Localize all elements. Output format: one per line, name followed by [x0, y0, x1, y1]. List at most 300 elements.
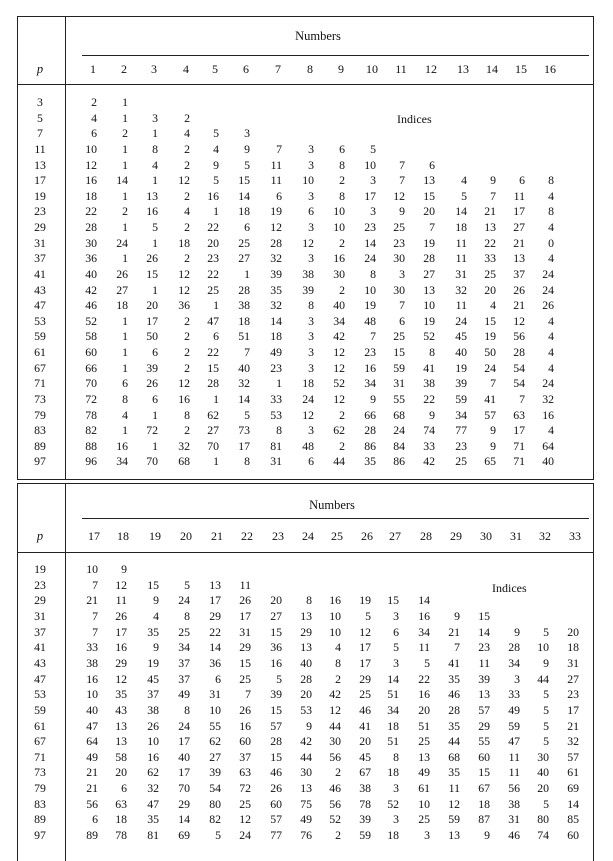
- index-value: 16: [329, 593, 341, 608]
- index-value: 38: [147, 702, 159, 717]
- index-value: 28: [85, 220, 97, 235]
- index-value: 38: [359, 781, 371, 796]
- index-value: 17: [146, 313, 158, 328]
- index-value: 32: [455, 282, 467, 297]
- index-value: 12: [329, 702, 341, 717]
- index-value: 55: [209, 718, 221, 733]
- index-value: 20: [537, 781, 549, 796]
- index-value: 18: [478, 796, 490, 811]
- index-value: 2: [184, 157, 190, 172]
- index-value: 8: [339, 157, 345, 172]
- index-value: 26: [513, 282, 525, 297]
- index-value: 13: [478, 687, 490, 702]
- index-value: 22: [423, 391, 435, 406]
- index-value: 44: [448, 734, 460, 749]
- index-value: 31: [567, 655, 579, 670]
- index-value: 3: [152, 110, 158, 125]
- index-value: 3: [370, 204, 376, 219]
- index-value: 34: [387, 702, 399, 717]
- index-value: 18: [387, 828, 399, 843]
- index-value: 26: [116, 266, 128, 281]
- index-value: 30: [393, 251, 405, 266]
- index-value: 29: [478, 718, 490, 733]
- index-value: 2: [184, 141, 190, 156]
- index-value: 4: [153, 608, 159, 623]
- index-value: 3: [370, 173, 376, 188]
- index-value: 29: [300, 624, 312, 639]
- index-value: 56: [329, 749, 341, 764]
- index-value: 5: [276, 671, 282, 686]
- index-value: 54: [513, 360, 525, 375]
- index-value: 19: [484, 329, 496, 344]
- index-value: 13: [484, 220, 496, 235]
- index-value: 20: [207, 235, 219, 250]
- index-value: 63: [239, 765, 251, 780]
- number-header: 7: [275, 62, 281, 76]
- index-value: 33: [484, 251, 496, 266]
- index-value: 26: [115, 608, 127, 623]
- index-value: 12: [115, 577, 127, 592]
- index-value: 29: [209, 608, 221, 623]
- index-value: 22: [85, 204, 97, 219]
- index-value: 57: [478, 702, 490, 717]
- index-value: 16: [86, 671, 98, 686]
- index-value: 14: [418, 593, 430, 608]
- index-value: 11: [115, 593, 127, 608]
- index-value: 5: [244, 407, 250, 422]
- index-value: 2: [122, 204, 128, 219]
- index-value: 40: [178, 749, 190, 764]
- prime-p: 19: [34, 188, 46, 203]
- index-value: 64: [542, 438, 554, 453]
- index-value: 10: [537, 640, 549, 655]
- index-value: 20: [567, 624, 579, 639]
- index-value: 4: [548, 423, 554, 438]
- index-value: 17: [567, 702, 579, 717]
- index-value: 44: [537, 671, 549, 686]
- index-value: 16: [178, 391, 190, 406]
- index-value: 28: [423, 251, 435, 266]
- index-value: 8: [308, 298, 314, 313]
- index-value: 59: [359, 828, 371, 843]
- index-value: 24: [239, 828, 251, 843]
- index-value: 1: [276, 376, 282, 391]
- index-value: 33: [270, 391, 282, 406]
- index-value: 49: [508, 702, 520, 717]
- index-value: 40: [537, 765, 549, 780]
- index-value: 13: [418, 749, 430, 764]
- index-value: 14: [387, 671, 399, 686]
- index-value: 25: [359, 687, 371, 702]
- index-value: 2: [184, 251, 190, 266]
- index-value: 1: [122, 188, 128, 203]
- prime-p: 31: [34, 235, 46, 250]
- index-value: 32: [270, 298, 282, 313]
- index-value: 15: [238, 173, 250, 188]
- index-value: 15: [393, 345, 405, 360]
- index-value: 19: [423, 313, 435, 328]
- index-value: 6: [213, 329, 219, 344]
- index-value: 3: [308, 141, 314, 156]
- index-value: 57: [484, 407, 496, 422]
- index-table-1: [17, 16, 594, 480]
- index-value: 31: [239, 624, 251, 639]
- index-value: 7: [399, 298, 405, 313]
- index-value: 22: [418, 671, 430, 686]
- index-value: 8: [184, 407, 190, 422]
- index-value: 6: [339, 141, 345, 156]
- index-value: 17: [364, 188, 376, 203]
- index-value: 67: [359, 765, 371, 780]
- index-value: 5: [543, 687, 549, 702]
- index-value: 5: [184, 577, 190, 592]
- index-value: 15: [146, 266, 158, 281]
- index-value: 14: [455, 204, 467, 219]
- index-value: 35: [270, 282, 282, 297]
- index-value: 68: [178, 454, 190, 469]
- number-header: 9: [338, 62, 344, 76]
- index-value: 18: [238, 204, 250, 219]
- index-value: 69: [178, 828, 190, 843]
- index-value: 49: [178, 687, 190, 702]
- index-value: 1: [122, 141, 128, 156]
- index-value: 2: [184, 360, 190, 375]
- index-value: 19: [147, 655, 159, 670]
- index-value: 32: [567, 734, 579, 749]
- index-value: 1: [152, 438, 158, 453]
- index-value: 26: [147, 718, 159, 733]
- index-value: 30: [333, 266, 345, 281]
- prime-p: 79: [34, 781, 46, 796]
- index-value: 59: [448, 812, 460, 827]
- number-header: 19: [149, 529, 161, 543]
- index-value: 22: [209, 624, 221, 639]
- index-value: 8: [276, 423, 282, 438]
- index-value: 77: [455, 423, 467, 438]
- index-value: 33: [86, 640, 98, 655]
- index-value: 40: [455, 345, 467, 360]
- index-value: 29: [239, 640, 251, 655]
- column-divider: [65, 17, 66, 479]
- index-value: 47: [207, 313, 219, 328]
- index-value: 34: [333, 313, 345, 328]
- index-value: 8: [244, 454, 250, 469]
- numbers-rule: [82, 55, 589, 56]
- index-value: 22: [207, 220, 219, 235]
- index-value: 5: [213, 173, 219, 188]
- index-value: 34: [418, 624, 430, 639]
- index-value: 34: [178, 640, 190, 655]
- index-value: 78: [85, 407, 97, 422]
- numbers-rule: [82, 518, 589, 519]
- index-value: 5: [543, 734, 549, 749]
- index-value: 26: [239, 702, 251, 717]
- index-value: 9: [429, 407, 435, 422]
- index-value: 17: [115, 624, 127, 639]
- index-value: 62: [333, 423, 345, 438]
- index-value: 5: [543, 624, 549, 639]
- index-value: 10: [333, 204, 345, 219]
- header-rule: [18, 84, 593, 85]
- index-value: 37: [147, 687, 159, 702]
- index-value: 10: [86, 687, 98, 702]
- index-value: 18: [116, 298, 128, 313]
- index-value: 82: [209, 812, 221, 827]
- index-value: 13: [146, 188, 158, 203]
- index-value: 8: [184, 702, 190, 717]
- index-value: 1: [122, 251, 128, 266]
- index-value: 20: [418, 702, 430, 717]
- index-value: 15: [423, 188, 435, 203]
- index-value: 10: [364, 157, 376, 172]
- prime-p: 83: [34, 796, 46, 811]
- index-value: 31: [270, 454, 282, 469]
- index-value: 18: [178, 235, 190, 250]
- index-value: 21: [513, 298, 525, 313]
- index-value: 34: [455, 407, 467, 422]
- index-value: 9: [514, 624, 520, 639]
- index-value: 1: [152, 235, 158, 250]
- prime-p: 73: [34, 765, 46, 780]
- index-value: 42: [85, 282, 97, 297]
- index-value: 20: [484, 282, 496, 297]
- index-value: 61: [567, 765, 579, 780]
- index-value: 63: [115, 796, 127, 811]
- index-value: 33: [508, 687, 520, 702]
- index-value: 38: [86, 655, 98, 670]
- index-value: 14: [567, 796, 579, 811]
- prime-p: 97: [34, 828, 46, 843]
- index-value: 72: [146, 423, 158, 438]
- index-value: 40: [333, 298, 345, 313]
- index-value: 40: [300, 655, 312, 670]
- index-value: 80: [209, 796, 221, 811]
- index-value: 70: [207, 438, 219, 453]
- index-value: 67: [478, 781, 490, 796]
- index-value: 3: [308, 188, 314, 203]
- index-value: 86: [364, 438, 376, 453]
- index-value: 5: [543, 702, 549, 717]
- index-value: 23: [207, 251, 219, 266]
- index-value: 9: [153, 593, 159, 608]
- number-header: 17: [88, 529, 100, 543]
- index-value: 7: [92, 624, 98, 639]
- index-value: 41: [448, 655, 460, 670]
- index-value: 5: [215, 828, 221, 843]
- number-header: 1: [90, 62, 96, 76]
- index-value: 34: [116, 454, 128, 469]
- prime-p: 43: [34, 655, 46, 670]
- index-value: 12: [85, 157, 97, 172]
- index-value: 16: [147, 749, 159, 764]
- index-value: 26: [542, 298, 554, 313]
- index-value: 38: [423, 376, 435, 391]
- prime-p: 59: [34, 702, 46, 717]
- index-value: 6: [519, 173, 525, 188]
- index-value: 38: [508, 796, 520, 811]
- index-value: 16: [270, 655, 282, 670]
- index-value: 25: [484, 266, 496, 281]
- prime-p: 23: [34, 204, 46, 219]
- index-value: 41: [423, 360, 435, 375]
- index-value: 14: [238, 391, 250, 406]
- index-value: 9: [490, 173, 496, 188]
- numbers-title: Numbers: [309, 498, 355, 512]
- index-value: 7: [399, 173, 405, 188]
- index-value: 18: [455, 220, 467, 235]
- number-header: 22: [241, 529, 253, 543]
- index-value: 66: [364, 407, 376, 422]
- index-value: 21: [567, 718, 579, 733]
- index-value: 8: [548, 204, 554, 219]
- index-value: 45: [147, 671, 159, 686]
- indices-label: Indices: [492, 581, 527, 595]
- index-value: 25: [239, 796, 251, 811]
- index-value: 6: [91, 126, 97, 141]
- index-value: 8: [122, 391, 128, 406]
- index-value: 4: [461, 173, 467, 188]
- index-value: 11: [418, 640, 430, 655]
- index-value: 59: [508, 718, 520, 733]
- index-value: 58: [115, 749, 127, 764]
- index-value: 6: [122, 376, 128, 391]
- index-value: 10: [329, 608, 341, 623]
- index-value: 80: [537, 812, 549, 827]
- index-value: 12: [393, 188, 405, 203]
- prime-p: 61: [34, 345, 46, 360]
- index-value: 21: [86, 781, 98, 796]
- index-value: 17: [513, 204, 525, 219]
- index-value: 27: [207, 423, 219, 438]
- index-value: 7: [429, 220, 435, 235]
- index-value: 18: [387, 765, 399, 780]
- index-value: 24: [302, 391, 314, 406]
- prime-p: 37: [34, 251, 46, 266]
- index-value: 13: [300, 781, 312, 796]
- index-value: 4: [122, 407, 128, 422]
- index-value: 9: [490, 438, 496, 453]
- index-value: 74: [423, 423, 435, 438]
- index-value: 16: [116, 438, 128, 453]
- index-value: 9: [306, 718, 312, 733]
- index-value: 34: [364, 376, 376, 391]
- index-value: 30: [537, 749, 549, 764]
- index-value: 12: [178, 282, 190, 297]
- index-value: 37: [178, 671, 190, 686]
- index-value: 12: [115, 671, 127, 686]
- index-value: 44: [329, 718, 341, 733]
- prime-p: 67: [34, 360, 46, 375]
- index-value: 70: [85, 376, 97, 391]
- index-value: 2: [184, 423, 190, 438]
- number-header: 24: [302, 529, 314, 543]
- number-header: 3: [151, 62, 157, 76]
- index-value: 13: [115, 718, 127, 733]
- index-value: 78: [115, 828, 127, 843]
- index-value: 2: [339, 282, 345, 297]
- index-value: 49: [270, 345, 282, 360]
- index-value: 4: [548, 345, 554, 360]
- index-value: 59: [393, 360, 405, 375]
- index-value: 51: [418, 718, 430, 733]
- index-value: 4: [91, 110, 97, 125]
- column-divider: [65, 484, 66, 861]
- index-value: 18: [85, 188, 97, 203]
- index-value: 3: [308, 423, 314, 438]
- index-value: 9: [213, 157, 219, 172]
- index-value: 25: [238, 235, 250, 250]
- index-value: 2: [184, 313, 190, 328]
- index-value: 5: [213, 126, 219, 141]
- index-value: 6: [215, 671, 221, 686]
- index-value: 58: [85, 329, 97, 344]
- index-value: 15: [387, 593, 399, 608]
- index-value: 36: [178, 298, 190, 313]
- index-value: 28: [513, 345, 525, 360]
- index-value: 75: [300, 796, 312, 811]
- index-value: 13: [448, 828, 460, 843]
- index-value: 42: [329, 687, 341, 702]
- prime-p: 41: [34, 640, 46, 655]
- index-value: 15: [270, 749, 282, 764]
- indices-label: Indices: [397, 112, 432, 126]
- index-value: 26: [239, 593, 251, 608]
- index-value: 3: [393, 655, 399, 670]
- index-value: 28: [448, 702, 460, 717]
- index-value: 57: [567, 749, 579, 764]
- index-value: 1: [213, 391, 219, 406]
- index-value: 12: [513, 313, 525, 328]
- index-value: 27: [116, 282, 128, 297]
- index-value: 21: [86, 593, 98, 608]
- prime-p: 67: [34, 734, 46, 749]
- index-value: 22: [207, 266, 219, 281]
- index-value: 1: [152, 407, 158, 422]
- index-value: 37: [513, 266, 525, 281]
- index-value: 96: [85, 454, 97, 469]
- index-value: 25: [178, 624, 190, 639]
- index-value: 1: [122, 157, 128, 172]
- prime-p: 29: [34, 593, 46, 608]
- index-value: 20: [359, 734, 371, 749]
- index-value: 78: [359, 796, 371, 811]
- number-header: 21: [211, 529, 223, 543]
- index-value: 48: [364, 313, 376, 328]
- index-value: 35: [147, 624, 159, 639]
- index-value: 11: [508, 765, 520, 780]
- prime-p: 5: [37, 110, 43, 125]
- index-value: 1: [122, 110, 128, 125]
- index-value: 2: [184, 329, 190, 344]
- index-value: 19: [423, 235, 435, 250]
- index-value: 11: [508, 749, 520, 764]
- index-value: 19: [359, 593, 371, 608]
- index-value: 25: [455, 454, 467, 469]
- index-value: 86: [393, 454, 405, 469]
- index-value: 60: [239, 734, 251, 749]
- index-value: 60: [85, 345, 97, 360]
- index-value: 13: [513, 251, 525, 266]
- index-value: 22: [484, 235, 496, 250]
- index-value: 3: [308, 313, 314, 328]
- number-header: 26: [361, 529, 373, 543]
- index-value: 26: [146, 376, 158, 391]
- index-value: 12: [333, 391, 345, 406]
- index-value: 3: [308, 220, 314, 235]
- index-value: 6: [92, 812, 98, 827]
- index-value: 72: [85, 391, 97, 406]
- index-value: 24: [542, 282, 554, 297]
